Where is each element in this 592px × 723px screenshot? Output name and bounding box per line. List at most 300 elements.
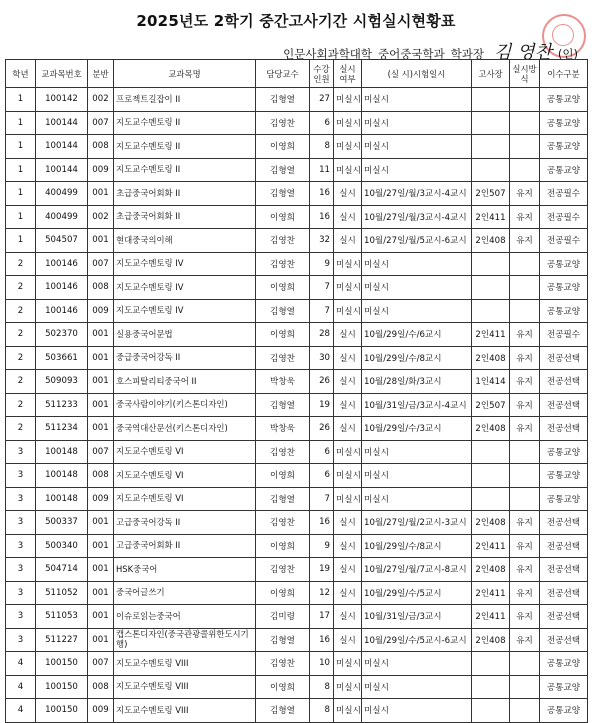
course-name-cell: 지도교수멘토링 IV — [114, 252, 256, 276]
section-cell: 001 — [88, 370, 114, 394]
exam-room-cell: 2인408 — [472, 558, 510, 582]
exam-datetime-cell: 미실시 — [362, 440, 472, 464]
header-cell: (실 시)시험일시 — [362, 60, 472, 88]
section-cell: 002 — [88, 88, 114, 112]
exam-method-cell — [510, 440, 540, 464]
table-row — [6, 252, 588, 276]
section-cell: 001 — [88, 534, 114, 558]
exam-status-cell: 미실시 — [334, 440, 362, 464]
exam-datetime-cell: 10월/29일/수/8교시 — [362, 534, 472, 558]
course-number-cell: 100146 — [36, 299, 88, 323]
exam-datetime-cell: 미실시 — [362, 652, 472, 676]
exam-method-cell — [510, 652, 540, 676]
table-body — [6, 88, 588, 723]
enrollment-cell: 26 — [310, 417, 334, 441]
course-number-cell: 100150 — [36, 652, 88, 676]
exam-method-cell: 유지 — [510, 417, 540, 441]
grade-cell: 3 — [6, 534, 36, 558]
course-category-cell: 공통교양 — [540, 440, 588, 464]
professor-cell: 김미령 — [256, 605, 310, 629]
course-number-cell: 400499 — [36, 182, 88, 206]
exam-method-cell — [510, 111, 540, 135]
course-name-cell: 지도교수멘토링 II — [114, 158, 256, 182]
course-number-cell: 100146 — [36, 276, 88, 300]
professor-cell: 김형열 — [256, 699, 310, 723]
header-cell: 교과목번호 — [36, 60, 88, 88]
exam-room-cell: 2인507 — [472, 393, 510, 417]
exam-method-cell — [510, 276, 540, 300]
header-cell: 실시여부 — [334, 60, 362, 88]
enrollment-cell: 17 — [310, 605, 334, 629]
course-category-cell: 공통교양 — [540, 652, 588, 676]
header-cell: 이수구분 — [540, 60, 588, 88]
exam-room-cell — [472, 252, 510, 276]
exam-room-cell — [472, 135, 510, 159]
table-row — [6, 511, 588, 535]
exam-room-cell — [472, 111, 510, 135]
course-category-cell: 전공선택 — [540, 370, 588, 394]
exam-method-cell — [510, 699, 540, 723]
professor-cell: 김형열 — [256, 393, 310, 417]
enrollment-cell: 9 — [310, 534, 334, 558]
exam-status-table — [5, 59, 588, 723]
professor-cell: 김영찬 — [256, 652, 310, 676]
course-name-cell: 지도교수멘토링 IV — [114, 299, 256, 323]
course-name-cell: 초급중국어회화 II — [114, 205, 256, 229]
exam-datetime-cell: 미실시 — [362, 88, 472, 112]
exam-method-cell — [510, 675, 540, 699]
course-category-cell: 공통교양 — [540, 464, 588, 488]
exam-status-cell: 미실시 — [334, 652, 362, 676]
course-number-cell: 504714 — [36, 558, 88, 582]
course-number-cell: 100150 — [36, 675, 88, 699]
exam-datetime-cell: 10월/27일/월/2교시-3교시 — [362, 511, 472, 535]
exam-datetime-cell: 10월/31일/금/3교시-4교시 — [362, 393, 472, 417]
course-number-cell: 504507 — [36, 229, 88, 253]
exam-room-cell: 2인408 — [472, 417, 510, 441]
section-cell: 007 — [88, 252, 114, 276]
exam-method-cell — [510, 88, 540, 112]
enrollment-cell: 19 — [310, 558, 334, 582]
section-cell: 009 — [88, 487, 114, 511]
course-category-cell: 전공선택 — [540, 581, 588, 605]
section-cell: 001 — [88, 605, 114, 629]
exam-datetime-cell: 미실시 — [362, 135, 472, 159]
course-category-cell: 공통교양 — [540, 487, 588, 511]
grade-cell: 4 — [6, 675, 36, 699]
table-row — [6, 205, 588, 229]
grade-cell: 2 — [6, 417, 36, 441]
header-cell: 실시방식 — [510, 60, 540, 88]
course-name-cell: 지도교수멘토링 VI — [114, 440, 256, 464]
course-name-cell: 지도교수멘토링 VIII — [114, 652, 256, 676]
course-name-cell: 지도교수멘토링 II — [114, 135, 256, 159]
course-number-cell: 511053 — [36, 605, 88, 629]
exam-status-cell: 실시 — [334, 323, 362, 347]
exam-status-cell: 실시 — [334, 370, 362, 394]
course-category-cell: 공통교양 — [540, 111, 588, 135]
exam-status-cell: 미실시 — [334, 276, 362, 300]
course-number-cell: 500340 — [36, 534, 88, 558]
grade-cell: 2 — [6, 393, 36, 417]
exam-datetime-cell: 미실시 — [362, 276, 472, 300]
exam-status-cell: 미실시 — [334, 464, 362, 488]
enrollment-cell: 27 — [310, 88, 334, 112]
exam-datetime-cell: 10월/29일/수/5교시-6교시 — [362, 628, 472, 652]
course-name-cell: 지도교수멘토링 VIII — [114, 699, 256, 723]
exam-datetime-cell: 10월/27일/월/3교시-4교시 — [362, 182, 472, 206]
exam-status-cell: 미실시 — [334, 487, 362, 511]
enrollment-cell: 32 — [310, 229, 334, 253]
exam-room-cell: 2인408 — [472, 628, 510, 652]
table-row — [6, 440, 588, 464]
grade-cell: 1 — [6, 158, 36, 182]
course-category-cell: 전공필수 — [540, 229, 588, 253]
exam-method-cell: 유지 — [510, 229, 540, 253]
section-cell: 002 — [88, 205, 114, 229]
course-name-cell: 중국사람이야기(키스톤디자인) — [114, 393, 256, 417]
grade-cell: 2 — [6, 252, 36, 276]
course-category-cell: 공통교양 — [540, 88, 588, 112]
college-name: 인문사회과학대학 — [283, 47, 373, 61]
course-category-cell: 공통교양 — [540, 675, 588, 699]
professor-cell: 김영찬 — [256, 252, 310, 276]
exam-status-cell: 실시 — [334, 417, 362, 441]
grade-cell: 1 — [6, 135, 36, 159]
section-cell: 001 — [88, 182, 114, 206]
course-name-cell: 지도교수멘토링 VIII — [114, 675, 256, 699]
professor-cell: 이영희 — [256, 464, 310, 488]
course-name-cell: 고급중국어강독 II — [114, 511, 256, 535]
grade-cell: 2 — [6, 299, 36, 323]
exam-room-cell: 2인411 — [472, 323, 510, 347]
grade-cell: 3 — [6, 511, 36, 535]
course-category-cell: 전공선택 — [540, 393, 588, 417]
course-category-cell: 전공선택 — [540, 534, 588, 558]
enrollment-cell: 6 — [310, 464, 334, 488]
exam-method-cell: 유지 — [510, 182, 540, 206]
section-cell: 001 — [88, 558, 114, 582]
enrollment-cell: 6 — [310, 440, 334, 464]
section-cell: 001 — [88, 393, 114, 417]
exam-status-cell: 실시 — [334, 205, 362, 229]
handwritten-signature: 김 영찬 — [494, 42, 552, 63]
table-row — [6, 393, 588, 417]
table-row — [6, 675, 588, 699]
enrollment-cell: 7 — [310, 487, 334, 511]
enrollment-cell: 8 — [310, 675, 334, 699]
course-category-cell: 전공선택 — [540, 605, 588, 629]
course-number-cell: 100148 — [36, 440, 88, 464]
section-cell: 001 — [88, 323, 114, 347]
grade-cell: 3 — [6, 440, 36, 464]
grade-cell: 4 — [6, 652, 36, 676]
table-row — [6, 652, 588, 676]
course-category-cell: 전공선택 — [540, 511, 588, 535]
exam-room-cell: 2인408 — [472, 511, 510, 535]
exam-method-cell: 유지 — [510, 581, 540, 605]
header-cell: 수강인원 — [310, 60, 334, 88]
grade-cell: 3 — [6, 464, 36, 488]
exam-datetime-cell: 미실시 — [362, 464, 472, 488]
enrollment-cell: 26 — [310, 370, 334, 394]
professor-cell: 김영찬 — [256, 346, 310, 370]
enrollment-cell: 16 — [310, 511, 334, 535]
exam-datetime-cell: 미실시 — [362, 699, 472, 723]
exam-method-cell: 유지 — [510, 558, 540, 582]
table-row — [6, 370, 588, 394]
exam-datetime-cell: 미실시 — [362, 299, 472, 323]
table-row — [6, 487, 588, 511]
grade-cell: 3 — [6, 628, 36, 652]
exam-datetime-cell: 10월/27일/월/5교시-6교시 — [362, 229, 472, 253]
section-cell: 001 — [88, 581, 114, 605]
exam-room-cell: 2인408 — [472, 346, 510, 370]
course-number-cell: 100148 — [36, 464, 88, 488]
course-name-cell: 초급중국어회화 II — [114, 182, 256, 206]
exam-status-cell: 실시 — [334, 534, 362, 558]
course-number-cell: 509093 — [36, 370, 88, 394]
exam-datetime-cell: 10월/31일/금/3교시 — [362, 605, 472, 629]
enrollment-cell: 7 — [310, 276, 334, 300]
course-number-cell: 511233 — [36, 393, 88, 417]
professor-cell: 이영희 — [256, 581, 310, 605]
section-cell: 009 — [88, 699, 114, 723]
enrollment-cell: 16 — [310, 182, 334, 206]
professor-cell: 박창욱 — [256, 370, 310, 394]
exam-status-cell: 미실시 — [334, 88, 362, 112]
grade-cell: 2 — [6, 323, 36, 347]
section-cell: 001 — [88, 511, 114, 535]
enrollment-cell: 16 — [310, 628, 334, 652]
section-cell: 009 — [88, 299, 114, 323]
course-category-cell: 공통교양 — [540, 135, 588, 159]
exam-room-cell: 2인408 — [472, 229, 510, 253]
table-row — [6, 605, 588, 629]
exam-status-cell: 실시 — [334, 605, 362, 629]
course-number-cell: 400499 — [36, 205, 88, 229]
professor-cell: 이영희 — [256, 675, 310, 699]
table-row — [6, 323, 588, 347]
table-row — [6, 229, 588, 253]
course-number-cell: 502370 — [36, 323, 88, 347]
grade-cell: 3 — [6, 558, 36, 582]
table-row — [6, 182, 588, 206]
header-cell: 분반 — [88, 60, 114, 88]
table-row — [6, 628, 588, 652]
grade-cell: 3 — [6, 581, 36, 605]
exam-status-cell: 실시 — [334, 511, 362, 535]
grade-cell: 1 — [6, 229, 36, 253]
exam-status-cell: 실시 — [334, 346, 362, 370]
exam-status-cell: 미실시 — [334, 675, 362, 699]
seal-mark: (인) — [557, 47, 578, 61]
course-category-cell: 전공선택 — [540, 628, 588, 652]
professor-cell: 박창욱 — [256, 417, 310, 441]
enrollment-cell: 12 — [310, 581, 334, 605]
course-name-cell: 지도교수멘토링 VI — [114, 464, 256, 488]
exam-datetime-cell: 미실시 — [362, 487, 472, 511]
exam-method-cell: 유지 — [510, 534, 540, 558]
course-number-cell: 100144 — [36, 158, 88, 182]
section-cell: 007 — [88, 440, 114, 464]
header-cell: 담당교수 — [256, 60, 310, 88]
exam-status-cell: 실시 — [334, 229, 362, 253]
exam-datetime-cell: 10월/29일/수/8교시 — [362, 346, 472, 370]
table-row — [6, 346, 588, 370]
exam-status-cell: 미실시 — [334, 135, 362, 159]
course-number-cell: 100150 — [36, 699, 88, 723]
exam-status-cell: 미실시 — [334, 111, 362, 135]
course-category-cell: 공통교양 — [540, 276, 588, 300]
exam-method-cell: 유지 — [510, 205, 540, 229]
course-name-cell: HSK중국어 — [114, 558, 256, 582]
grade-cell: 2 — [6, 276, 36, 300]
course-name-cell: 중급중국어강독 II — [114, 346, 256, 370]
exam-room-cell — [472, 158, 510, 182]
header-cell: 교과목명 — [114, 60, 256, 88]
exam-room-cell — [472, 440, 510, 464]
course-name-cell: 실용중국어문법 — [114, 323, 256, 347]
course-number-cell: 100142 — [36, 88, 88, 112]
table-row — [6, 558, 588, 582]
exam-room-cell: 2인411 — [472, 534, 510, 558]
grade-cell: 3 — [6, 487, 36, 511]
course-category-cell: 공통교양 — [540, 699, 588, 723]
course-name-cell: 이슈로읽는중국어 — [114, 605, 256, 629]
course-number-cell: 511052 — [36, 581, 88, 605]
exam-room-cell: 2인411 — [472, 605, 510, 629]
header-cell: 학년 — [6, 60, 36, 88]
course-number-cell: 100144 — [36, 135, 88, 159]
section-cell: 008 — [88, 464, 114, 488]
exam-datetime-cell: 미실시 — [362, 158, 472, 182]
table-header-row — [6, 60, 588, 88]
grade-cell: 1 — [6, 182, 36, 206]
course-category-cell: 공통교양 — [540, 299, 588, 323]
professor-cell: 이영희 — [256, 205, 310, 229]
exam-method-cell: 유지 — [510, 605, 540, 629]
course-name-cell: 지도교수멘토링 IV — [114, 276, 256, 300]
course-number-cell: 503661 — [36, 346, 88, 370]
exam-datetime-cell: 미실시 — [362, 675, 472, 699]
section-cell: 001 — [88, 346, 114, 370]
exam-datetime-cell: 10월/27일/월/7교시-8교시 — [362, 558, 472, 582]
grade-cell: 2 — [6, 370, 36, 394]
section-cell: 008 — [88, 675, 114, 699]
table-row — [6, 135, 588, 159]
grade-cell: 2 — [6, 346, 36, 370]
exam-status-cell: 실시 — [334, 581, 362, 605]
exam-datetime-cell: 10월/29일/수/3교시 — [362, 417, 472, 441]
professor-cell: 김영찬 — [256, 229, 310, 253]
exam-status-cell: 실시 — [334, 628, 362, 652]
exam-room-cell: 2인411 — [472, 581, 510, 605]
exam-room-cell — [472, 487, 510, 511]
professor-cell: 김형열 — [256, 487, 310, 511]
enrollment-cell: 7 — [310, 299, 334, 323]
professor-cell: 김영찬 — [256, 511, 310, 535]
course-number-cell: 100146 — [36, 252, 88, 276]
exam-status-cell: 미실시 — [334, 158, 362, 182]
course-category-cell: 전공필수 — [540, 182, 588, 206]
table-row — [6, 158, 588, 182]
table-row — [6, 88, 588, 112]
table-row — [6, 699, 588, 723]
exam-room-cell — [472, 464, 510, 488]
professor-cell: 이영희 — [256, 323, 310, 347]
exam-status-cell: 미실시 — [334, 299, 362, 323]
course-name-cell: 중국역대산문선(키스톤디자인) — [114, 417, 256, 441]
course-category-cell: 공통교양 — [540, 158, 588, 182]
course-number-cell: 511234 — [36, 417, 88, 441]
enrollment-cell: 30 — [310, 346, 334, 370]
course-category-cell: 전공선택 — [540, 417, 588, 441]
course-category-cell: 전공필수 — [540, 323, 588, 347]
course-category-cell: 공통교양 — [540, 252, 588, 276]
exam-datetime-cell: 미실시 — [362, 111, 472, 135]
exam-status-cell: 실시 — [334, 558, 362, 582]
table-row — [6, 111, 588, 135]
exam-room-cell — [472, 652, 510, 676]
page-title: 2025년도 2학기 중간고사기간 시험실시현황표 — [136, 12, 456, 30]
exam-method-cell — [510, 158, 540, 182]
course-name-cell: 고급중국어회화 II — [114, 534, 256, 558]
exam-room-cell: 2인411 — [472, 205, 510, 229]
exam-method-cell — [510, 487, 540, 511]
grade-cell: 1 — [6, 205, 36, 229]
exam-room-cell — [472, 276, 510, 300]
header-cell: 고사장 — [472, 60, 510, 88]
section-cell: 001 — [88, 417, 114, 441]
table-row — [6, 581, 588, 605]
section-cell: 009 — [88, 158, 114, 182]
exam-status-cell: 실시 — [334, 393, 362, 417]
course-number-cell: 500337 — [36, 511, 88, 535]
course-name-cell: 프로젝트길잡이 II — [114, 88, 256, 112]
exam-room-cell — [472, 88, 510, 112]
exam-status-cell: 실시 — [334, 182, 362, 206]
section-cell: 007 — [88, 652, 114, 676]
approver-role: 학과장 — [450, 47, 485, 61]
course-number-cell: 511227 — [36, 628, 88, 652]
section-cell: 001 — [88, 628, 114, 652]
exam-room-cell: 2인507 — [472, 182, 510, 206]
course-name-cell: 중국어글쓰기 — [114, 581, 256, 605]
enrollment-cell: 19 — [310, 393, 334, 417]
exam-status-cell: 미실시 — [334, 252, 362, 276]
exam-method-cell — [510, 464, 540, 488]
course-name-cell: 호스피탈리티중국어 II — [114, 370, 256, 394]
course-name-cell: 지도교수멘토링 II — [114, 111, 256, 135]
professor-cell: 김영찬 — [256, 558, 310, 582]
exam-method-cell: 유지 — [510, 346, 540, 370]
exam-datetime-cell: 10월/28일/화/3교시 — [362, 370, 472, 394]
professor-cell: 이영희 — [256, 534, 310, 558]
exam-datetime-cell: 미실시 — [362, 252, 472, 276]
professor-cell: 김영찬 — [256, 440, 310, 464]
exam-method-cell: 유지 — [510, 370, 540, 394]
department-name: 중어중국학과 — [378, 47, 445, 61]
professor-cell: 김형열 — [256, 628, 310, 652]
exam-method-cell — [510, 135, 540, 159]
exam-method-cell — [510, 299, 540, 323]
section-cell: 001 — [88, 229, 114, 253]
exam-method-cell: 유지 — [510, 511, 540, 535]
exam-room-cell: 1인414 — [472, 370, 510, 394]
table-row — [6, 417, 588, 441]
enrollment-cell: 10 — [310, 652, 334, 676]
